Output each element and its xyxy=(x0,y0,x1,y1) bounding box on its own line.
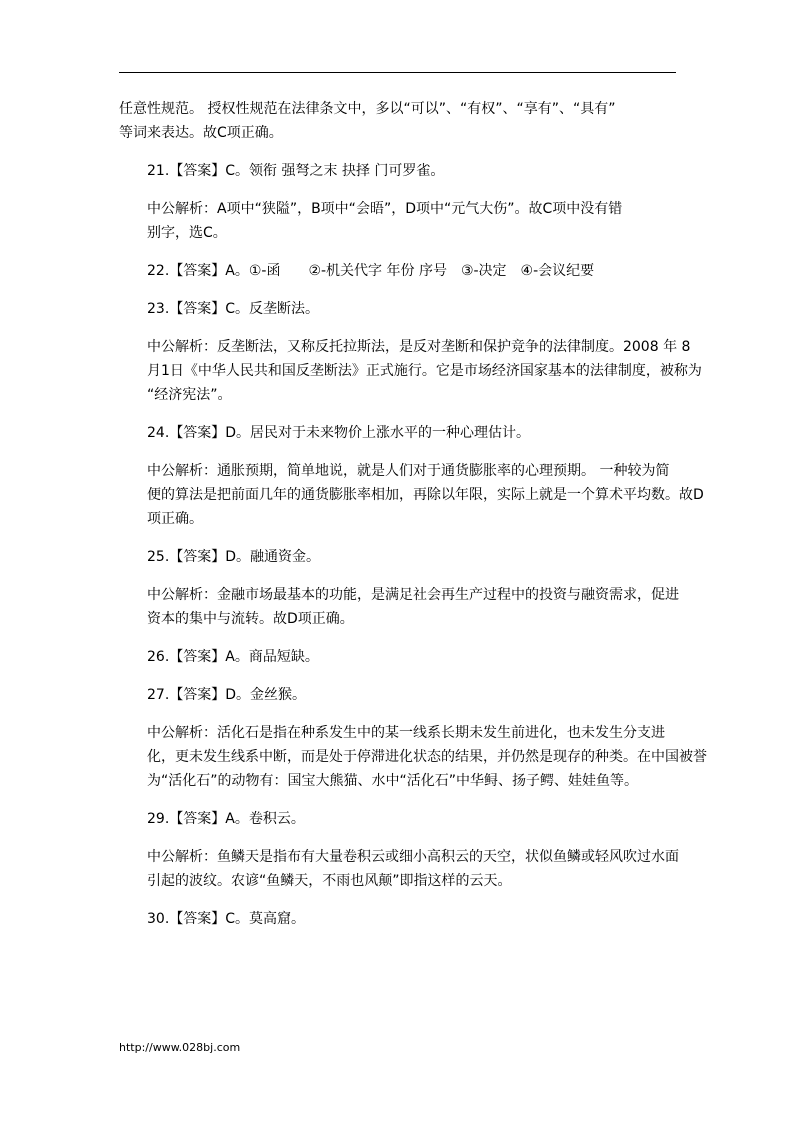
text-line: 中公解析：活化石是指在种系发生中的某一线系长期未发生前进化，也未发生分支进 xyxy=(147,725,665,741)
paragraph xyxy=(119,807,676,831)
text-line: 29.【答案】A。卷积云。 xyxy=(147,811,305,827)
text-line: 26.【答案】A。商品短缺。 xyxy=(147,649,319,665)
paragraph-gap xyxy=(119,631,676,645)
text-line: 中公解析：通胀预期，简单地说，就是人们对于通货膨胀率的心理预期。 一种较为简 xyxy=(147,463,670,479)
text-line: 中公解析：反垄断法，又称反托拉斯法，是反对垄断和保护竞争的法律制度。2008 年 8 xyxy=(147,339,691,355)
paragraph-gap xyxy=(119,321,676,335)
paragraph-gap xyxy=(119,445,676,459)
text-line: 别字，选C。 xyxy=(147,225,227,241)
header-rule xyxy=(119,72,676,73)
paragraph xyxy=(119,421,676,445)
text-line: 25.【答案】D。融通资金。 xyxy=(147,549,321,565)
text-line: 任意性规范。 授权性规范在法律条文中，多以“可以”、“有权”、“享有”、“具有” xyxy=(119,101,616,117)
paragraph xyxy=(119,459,704,531)
text-line: 中公解析：A项中“狭隘”，B项中“会晤”，D项中“元气大伤”。故C项中没有错 xyxy=(147,201,623,217)
text-line: 便的算法是把前面几年的通货膨胀率相加，再除以年限，实际上就是一个算术平均数。故D xyxy=(147,487,704,503)
text-line: “经济宪法”。 xyxy=(147,387,232,403)
paragraph-gap xyxy=(119,283,676,297)
text-line: 等词来表达。故C项正确。 xyxy=(119,125,283,141)
paragraph xyxy=(119,845,679,893)
paragraph-gap xyxy=(119,831,676,845)
text-line: 中公解析：金融市场最基本的功能，是满足社会再生产过程中的投资与融资需求，促进 xyxy=(147,587,679,603)
text-line: 化，更未发生线系中断，而是处于停滞进化状态的结果，并仍然是现存的种类。在中国被誉 xyxy=(147,749,707,765)
text-line: 项正确。 xyxy=(147,511,203,527)
text-line: 22.【答案】A。①-函 ②-机关代字 年份 序号 ③-决定 ④-会议纪要 xyxy=(147,263,595,279)
paragraph xyxy=(119,97,676,145)
paragraph xyxy=(119,721,707,793)
paragraph-gap xyxy=(119,893,676,907)
document-body xyxy=(119,97,707,931)
text-line: 24.【答案】D。居民对于未来物价上涨水平的一种心理估计。 xyxy=(147,425,531,441)
paragraph-gap xyxy=(119,407,676,421)
paragraph xyxy=(119,583,679,631)
text-line: 中公解析：鱼鳞天是指布有大量卷积云或细小高积云的天空，状似鱼鳞或轻风吹过水面 xyxy=(147,849,679,865)
paragraph-gap xyxy=(119,707,676,721)
paragraph xyxy=(119,545,676,569)
paragraph xyxy=(119,297,676,321)
paragraph xyxy=(119,259,676,283)
paragraph xyxy=(119,683,676,707)
paragraph-gap xyxy=(119,145,676,159)
paragraph xyxy=(119,335,702,407)
text-line: 月1日《中华人民共和国反垄断法》正式施行。它是市场经济国家基本的法律制度，被称为 xyxy=(147,363,702,379)
paragraph-gap xyxy=(119,183,676,197)
text-line: 为“活化石”的动物有：国宝大熊猫、水中“活化石”中华鲟、扬子鳄、娃娃鱼等。 xyxy=(147,773,639,789)
paragraph xyxy=(119,645,676,669)
text-line: 21.【答案】C。领衔 强弩之末 抉择 门可罗雀。 xyxy=(147,163,445,179)
text-line: 资本的集中与流转。故D项正确。 xyxy=(147,611,354,627)
paragraph-gap xyxy=(119,793,676,807)
paragraph-gap xyxy=(119,245,676,259)
paragraph xyxy=(119,159,676,183)
paragraph-gap xyxy=(119,531,676,545)
paragraph-gap xyxy=(119,669,676,683)
paragraph xyxy=(119,907,676,931)
text-line: 27.【答案】D。金丝猴。 xyxy=(147,687,307,703)
paragraph xyxy=(119,197,676,245)
footer-url: http://www.028bj.com xyxy=(119,1041,241,1054)
text-line: 30.【答案】C。莫高窟。 xyxy=(147,911,306,927)
text-line: 引起的波纹。农谚“鱼鳞天，不雨也风颠”即指这样的云天。 xyxy=(147,873,512,889)
text-line: 23.【答案】C。反垄断法。 xyxy=(147,301,320,317)
paragraph-gap xyxy=(119,569,676,583)
